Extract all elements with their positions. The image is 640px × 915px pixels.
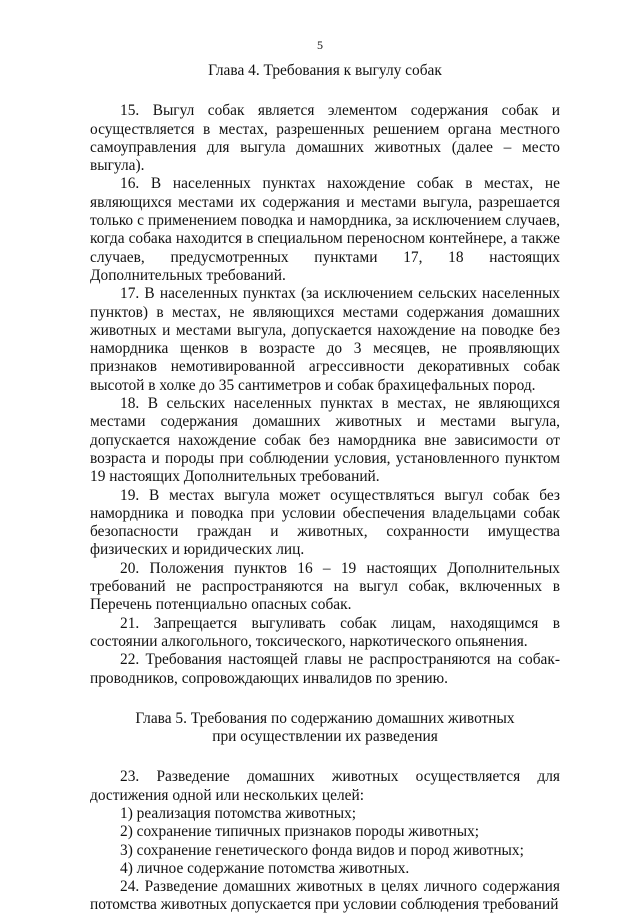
paragraph-24: 24. Разведение домашних животных в целях личного содержания потомства животных допускается при условии соблюдения требований (90, 878, 560, 914)
document-body (90, 62, 560, 915)
paragraph-22: 22. Требования настоящей главы не распространяются на собак-проводников, сопровождающих инвалидов по зрению. (90, 651, 560, 687)
paragraph-16: 16. В населенных пунктах нахождение собак в местах, не являющихся местами их содержания и местами выгула, разрешается только с применением поводка и намордника, за исключением случаев, когда собака находится в специальном переносном контейнере, а также случаев, предусмотренных пунктами 17, 18 настоящих Дополнительных требований. (90, 175, 560, 284)
chapter-5-heading-line-1: Глава 5. Требования по содержанию домашних животных (135, 709, 515, 727)
paragraph-23: 23. Разведение домашних животных осуществляется для достижения одной или нескольких целей: (90, 768, 560, 804)
paragraph-15: 15. Выгул собак является элементом содержания собак и осуществляется в местах, разрешенных решением органа местного самоуправления для выгула домашних животных (далее – место выгула). (90, 102, 560, 175)
page-number: 5 (317, 38, 323, 52)
list-item-2: 2) сохранение типичных признаков породы животных; (120, 823, 480, 841)
chapter-5-heading-line-2: при осуществлении их разведения (212, 728, 438, 746)
paragraph-17: 17. В населенных пунктах (за исключением сельских населенных пунктов) в местах, не являющихся местами содержания домашних животных и местами выгула, допускается нахождение на поводке без намордника щенков в возрасте до 3 месяцев, не проявляющих признаков немотивированной агрессивности декоративных собак высотой в холке до 35 сантиметров и собак брахицефальных пород. (90, 285, 560, 394)
list-item-4: 4) личное содержание потомства животных. (120, 859, 410, 877)
chapter-4-heading: Глава 4. Требования к выгулу собак (208, 62, 442, 79)
chapter-5-heading (90, 710, 560, 747)
paragraph-19: 19. В местах выгула может осуществляться выгул собак без намордника и поводка при условии обеспечения владельцами собак безопасности граждан и животных, сохранности имущества физических и юридических лиц. (90, 486, 560, 559)
list-item-3: 3) сохранение генетического фонда видов и пород животных; (120, 841, 524, 859)
paragraph-18: 18. В сельских населенных пунктах в местах, не являющихся местами содержания домашних животных и местами выгула, допускается нахождение собак без намордника вне зависимости от возраста и породы при соблюдении условия, установленного пунктом 19 настоящих Дополнительных требований. (90, 395, 560, 486)
paragraph-21: 21. Запрещается выгуливать собак лицам, находящимся в состоянии алкогольного, токсического, наркотического опьянения. (90, 614, 560, 650)
paragraph-20: 20. Положения пунктов 16 – 19 настоящих Дополнительных требований не распространяются на выгул собак, включенных в Перечень потенциально опасных собак. (90, 559, 560, 614)
list-item-1: 1) реализация потомства животных; (120, 804, 357, 822)
